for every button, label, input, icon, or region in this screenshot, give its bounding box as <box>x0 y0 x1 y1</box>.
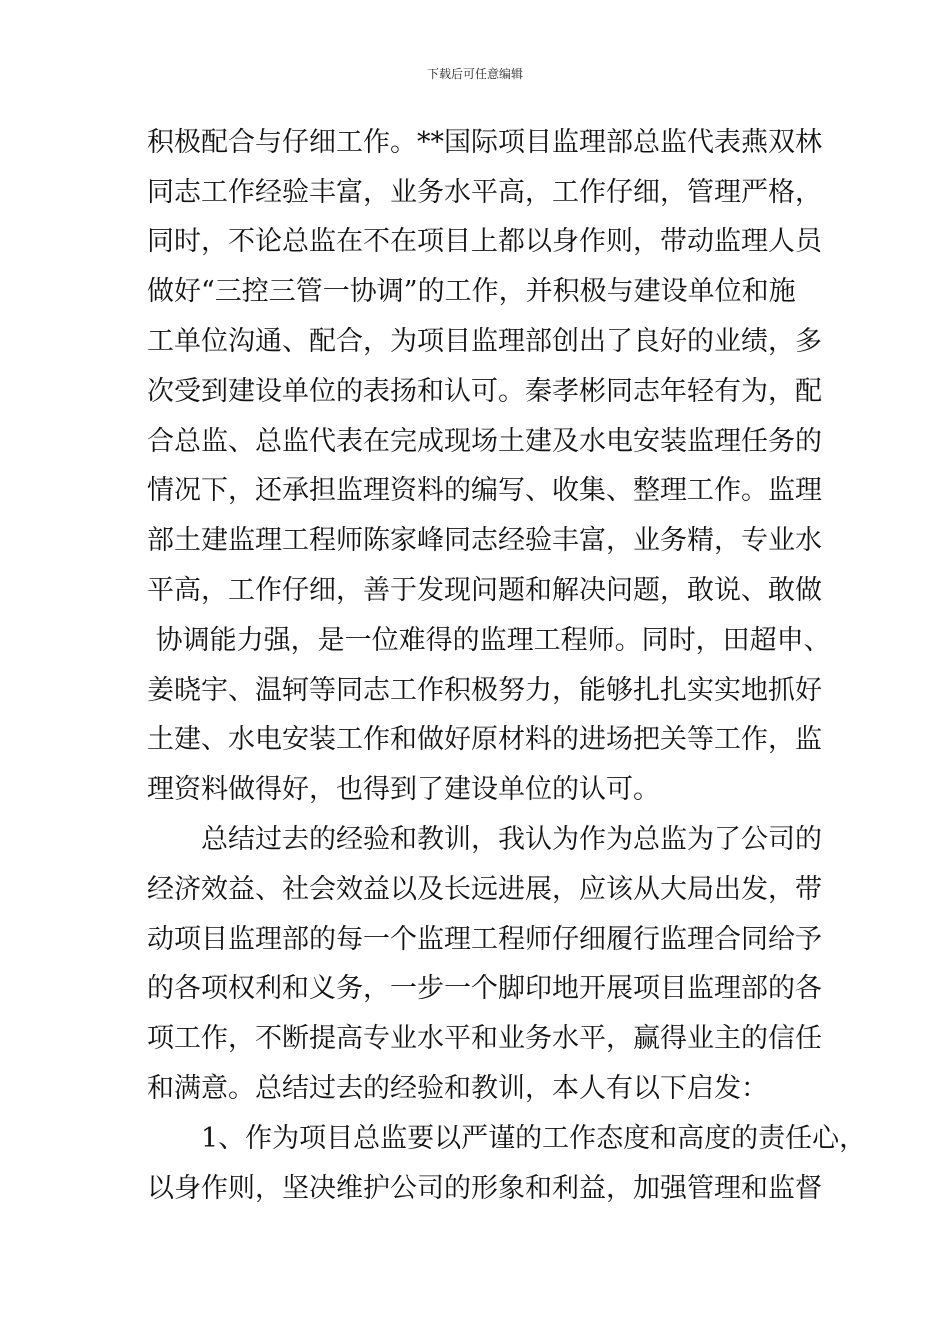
text-line: 经济效益、社会效益以及长远进展，应该从大局出发，带 <box>147 874 822 905</box>
text-line: 理资料做得好，也得到了建设单位的认可。 <box>147 774 660 805</box>
numbered-item-first-line: 1、作为项目总监要以严谨的工作态度和高度的责任心， <box>201 1123 867 1154</box>
text-line: 土建、水电安装工作和做好原材料的进场把关等工作，监 <box>147 724 822 755</box>
paragraph-first-line: 总结过去的经验和教训，我认为作为总监为了公司的 <box>201 824 822 855</box>
text-line: 合总监、总监代表在完成现场土建及水电安装监理任务的 <box>147 426 822 457</box>
text-line: 姜晓宇、温轲等同志工作积极努力，能够扎扎实实地抓好 <box>147 675 822 706</box>
text-line: 协调能力强，是一位难得的监理工程师。同时，田超申、 <box>147 625 831 656</box>
text-line: 动项目监理部的每一个监理工程师仔细履行监理合同给予 <box>147 924 822 955</box>
text-line: 次受到建设单位的表扬和认可。秦孝彬同志年轻有为，配 <box>147 376 822 407</box>
text-line: 和满意。总结过去的经验和教训，本人有以下启发： <box>147 1073 768 1104</box>
text-line: 的各项权利和义务，一步一个脚印地开展项目监理部的各 <box>147 973 822 1004</box>
page-header: 下载后可任意编辑 <box>426 67 523 81</box>
text-line: 情况下，还承担监理资料的编写、收集、整理工作。监理 <box>147 475 822 506</box>
text-line: 做好“三控三管一协调”的工作，并积极与建设单位和施 <box>147 276 796 307</box>
text-line: 同志工作经验丰富，业务水平高，工作仔细，管理严格， <box>147 177 822 208</box>
text-line: 积极配合与仔细工作。**国际项目监理部总监代表燕双林 <box>147 127 822 158</box>
text-line: 同时，不论总监在不在项目上都以身作则，带动监理人员 <box>147 226 822 257</box>
text-line: 工单位沟通、配合，为项目监理部创出了良好的业绩，多 <box>147 326 822 357</box>
text-line: 平高，工作仔细，善于发现问题和解决问题，敢说、敢做 <box>147 575 822 606</box>
text-line: 项工作，不断提高专业水平和业务水平，赢得业主的信任 <box>147 1023 822 1054</box>
text-line: 部土建监理工程师陈家峰同志经验丰富，业务精，专业水 <box>147 525 822 556</box>
text-line: 以身作则，坚决维护公司的形象和利益，加强管理和监督 <box>147 1173 822 1204</box>
